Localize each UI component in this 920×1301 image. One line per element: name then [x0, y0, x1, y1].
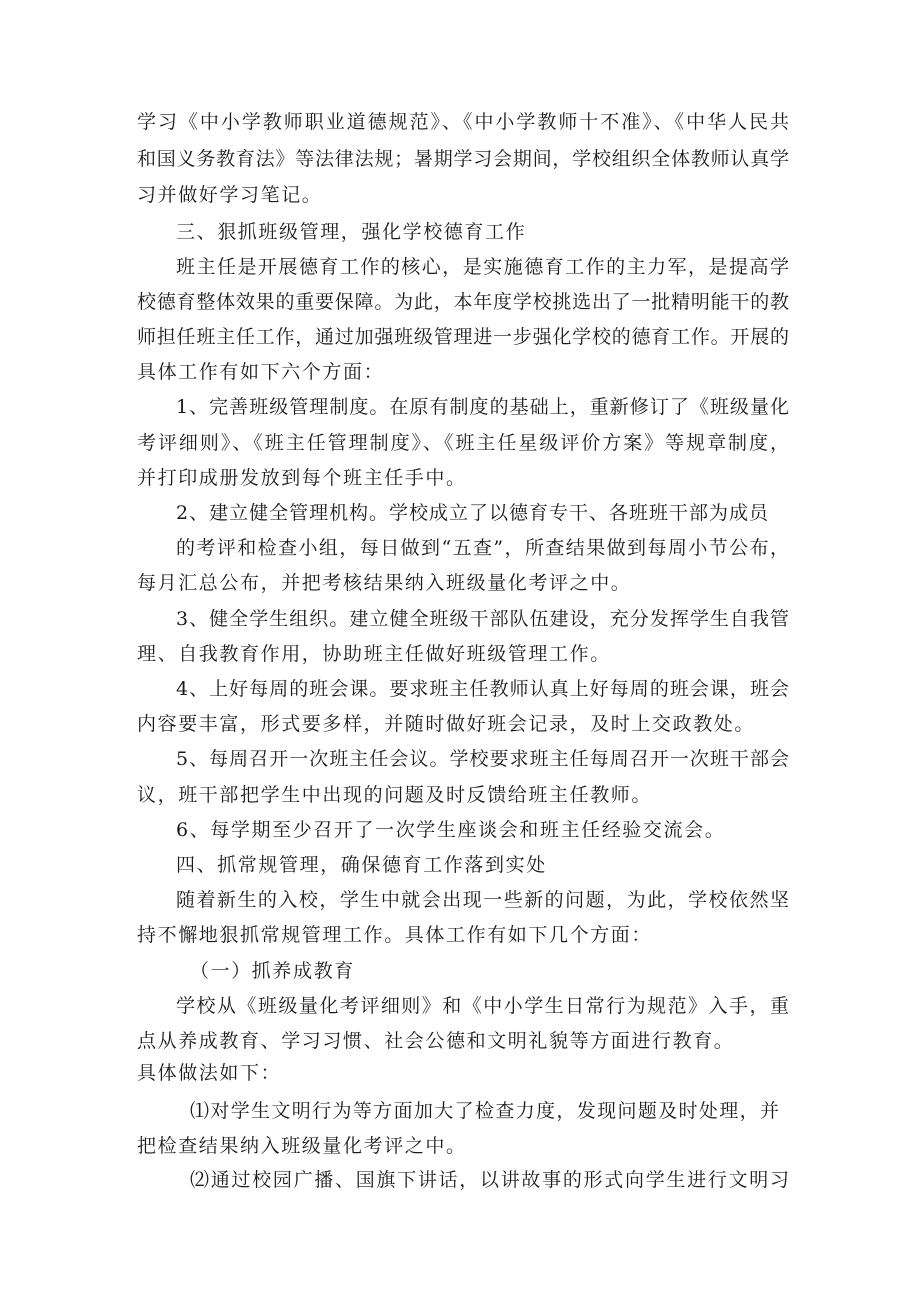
section-heading: 四、抓常规管理，确保德育工作落到实处 — [176, 854, 547, 876]
text-line: 校德育整体效果的重要保障。为此，本年度学校挑选出了一批精明能干的教 — [137, 291, 789, 313]
text-line: 班主任是开展德育工作的核心，是实施德育工作的主力军，是提高学 — [176, 256, 789, 278]
text-line: 学习《中小学教师职业道德规范》、《中小学教师十不准》、《中华人民共 — [137, 111, 789, 133]
text-line: 每月汇总公布，并把考核结果纳入班级量化考评之中。 — [137, 572, 632, 594]
text-line: 习并做好学习笔记。 — [137, 184, 323, 206]
text-line: 学校从《班级量化考评细则》和《中小学生日常行为规范》入手，重 — [176, 995, 789, 1017]
text-line: 内容要丰富，形式要多样，并随时做好班会记录，及时上交政教处。 — [137, 713, 756, 735]
text-line: 具体工作有如下六个方面： — [137, 361, 385, 383]
text-line: 和国义务教育法》等法律法规；暑期学习会期间，学校组织全体教师认真学 — [137, 148, 789, 170]
subsection-heading: （一）抓养成教育 — [190, 960, 355, 982]
text-line: 议，班干部把学生中出现的问题及时反馈给班主任教师。 — [137, 784, 653, 806]
text-line: 持不懈地狠抓常规管理工作。具体工作有如下几个方面： — [137, 924, 653, 946]
list-item: 6、每学期至少召开了一次学生座谈会和班主任经验交流会。 — [176, 819, 726, 841]
list-item: 2、建立健全管理机构。学校成立了以德育专干、各班班干部为成员 — [176, 502, 768, 524]
list-item: ⑴对学生文明行为等方面加大了检查力度，发现问题及时处理，并 — [190, 1100, 779, 1122]
text-line: 把检查结果纳入班级量化考评之中。 — [137, 1135, 467, 1157]
text-line: 考评细则》、《班主任管理制度》、《班主任星级评价方案》等规章制度， — [137, 432, 789, 454]
text-line: 具体做法如下： — [137, 1062, 282, 1084]
list-item: 3、健全学生组织。建立健全班级干部队伍建设，充分发挥学生自我管 — [176, 608, 789, 630]
list-item: 4、上好每周的班会课。要求班主任教师认真上好每周的班会课，班会 — [176, 678, 789, 700]
list-item: 1、完善班级管理制度。在原有制度的基础上，重新修订了《班级量化 — [176, 396, 789, 418]
text-line: 并打印成册发放到每个班主任手中。 — [137, 467, 467, 489]
text-line: 随着新生的入校，学生中就会出现一些新的问题，为此，学校依然坚 — [176, 889, 789, 911]
text-line: 理、自我教育作用，协助班主任做好班级管理工作。 — [137, 643, 611, 665]
list-item: 5、每周召开一次班主任会议。学校要求班主任每周召开一次班干部会 — [176, 748, 789, 770]
text-line: 点从养成教育、学习习惯、社会公德和文明礼貌等方面进行教育。 — [137, 1030, 735, 1052]
text-line: 师担任班主任工作，通过加强班级管理进一步强化学校的德育工作。开展的 — [137, 326, 789, 348]
text-line: 的考评和检查小组，每日做到“五查”，所查结果做到每周小节公布， — [176, 537, 789, 559]
section-heading: 三、狠抓班级管理，强化学校德育工作 — [176, 221, 527, 243]
list-item: ⑵通过校园广播、国旗下讲话，以讲故事的形式向学生进行文明习 — [190, 1169, 789, 1191]
